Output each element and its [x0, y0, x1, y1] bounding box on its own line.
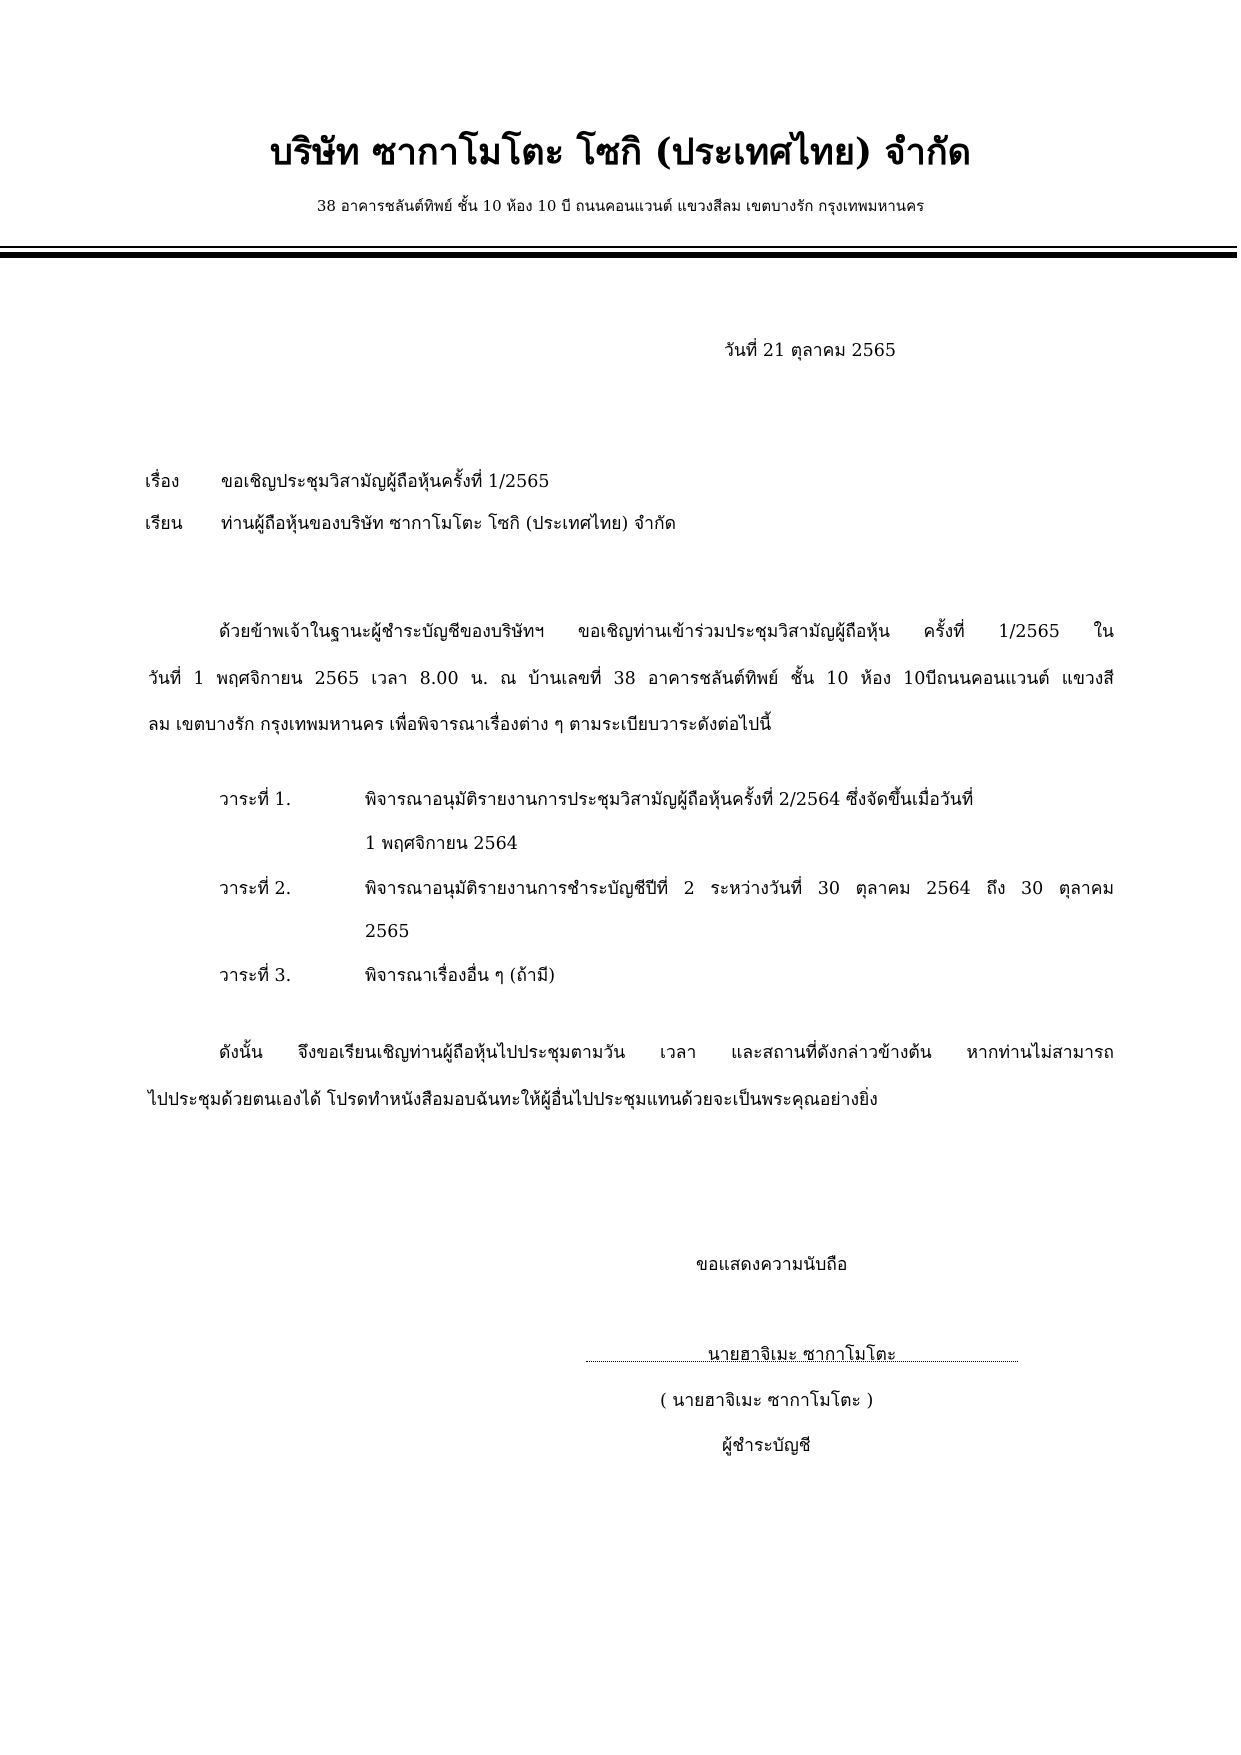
company-name: บริษัท ซากาโมโตะ โซกิ (ประเทศไทย) จำกัด [269, 131, 971, 173]
salutation-text: ท่านผู้ถือหุ้นของบริษัท ซากาโมโตะ โซกิ (ประเทศไทย) จำกัด [221, 514, 676, 534]
company-address: 38 อาคารชลันต์ทิพย์ ชั้น 10 ห้อง 10 บี ถนนคอนแวนต์ แขวงสีลม เขตบางรัก กรุงเทพมหานคร [316, 197, 925, 215]
header-divider-thin [0, 246, 1237, 248]
header-divider-thick [0, 252, 1237, 258]
agenda-1-text-line-2: 1 พฤศจิกายน 2564 [365, 834, 518, 854]
agenda-2-text-line-2: 2565 [365, 922, 410, 942]
paragraph-1-line-3: ลม เขตบางรัก กรุงเทพมหานคร เพื่อพิจารณาเรื่องต่าง ๆ ตามระเบียบวาระดังต่อไปนี้ [148, 715, 772, 735]
subject-text: ขอเชิญประชุมวิสามัญผู้ถือหุ้นครั้งที่ 1/2565 [221, 472, 550, 492]
signer-title: ผู้ชำระบัญชี [722, 1436, 811, 1456]
paragraph-1-line-1: ด้วยข้าพเจ้าในฐานะผู้ชำระบัญชีของบริษัทฯ ขอเชิญท่านเข้าร่วมประชุมวิสามัญผู้ถือหุ้น ครั้งที่ 1/2565 ใน [219, 622, 1114, 642]
paragraph-2-line-1: ดังนั้น จึงขอเรียนเชิญท่านผู้ถือหุ้นไปประชุมตามวัน เวลา และสถานที่ดังกล่าวข้างต้น หากท่านไม่สามารถ [219, 1043, 1114, 1063]
paragraph-2-line-2: ไปประชุมด้วยตนเองได้ โปรดทำหนังสือมอบฉันทะให้ผู้อื่นไปประชุมแทนด้วยจะเป็นพระคุณอย่างยิ่ง [148, 1090, 878, 1110]
agenda-2-label: วาระที่ 2. [219, 879, 292, 899]
paragraph-1-line-2: วันที่ 1 พฤศจิกายน 2565 เวลา 8.00 น. ณ บ้านเลขที่ 38 อาคารชลันต์ทิพย์ ชั้น 10 ห้อง 10บีถนนคอนแวนต์ แขวงสี [148, 669, 1114, 689]
salutation-label: เรียน [145, 514, 183, 534]
subject-label: เรื่อง [145, 472, 180, 492]
signature: นายฮาจิเมะ ซากาโมโตะ [707, 1345, 897, 1365]
printed-name: ( นายฮาจิเมะ ซากาโมโตะ ) [660, 1391, 874, 1411]
agenda-2-text-line-1: พิจารณาอนุมัติรายงานการชำระบัญชีปีที่ 2 ระหว่างวันที่ 30 ตุลาคม 2564 ถึง 30 ตุลาคม [365, 879, 1114, 899]
agenda-3-text-line-1: พิจารณาเรื่องอื่น ๆ (ถ้ามี) [365, 966, 556, 986]
closing-phrase: ขอแสดงความนับถือ [696, 1255, 848, 1275]
letter-date: วันที่ 21 ตุลาคม 2565 [724, 341, 896, 361]
signature-line [586, 1361, 1018, 1362]
agenda-3-label: วาระที่ 3. [219, 966, 292, 986]
agenda-1-label: วาระที่ 1. [219, 790, 292, 810]
agenda-1-text-line-1: พิจารณาอนุมัติรายงานการประชุมวิสามัญผู้ถือหุ้นครั้งที่ 2/2564 ซึ่งจัดขึ้นเมื่อวันที่ [365, 790, 974, 810]
